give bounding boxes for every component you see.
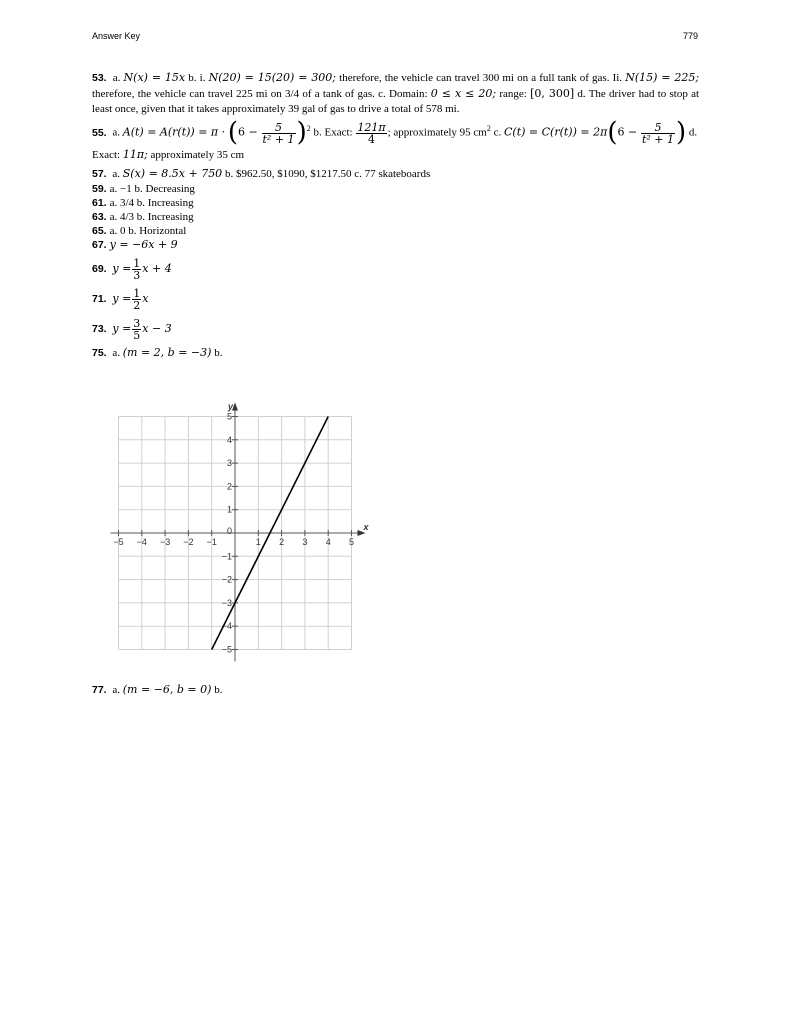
- answer-number: 59.: [92, 182, 107, 195]
- math-expression: [0, 300]: [530, 87, 575, 100]
- answer-61: 61. a. 3/4 b. Increasing: [92, 196, 194, 209]
- y-tick-label: −2: [221, 574, 232, 585]
- answer-number: 53.: [92, 72, 107, 84]
- answer-number: 61.: [92, 196, 107, 209]
- line-graph-75: [105, 401, 369, 664]
- x-tick-label: −5: [113, 537, 124, 547]
- answer-67: [92, 238, 699, 252]
- y-axis-label: y: [228, 401, 234, 412]
- fraction: $\frac{3}{5}$: [133, 316, 141, 342]
- fraction: $\frac{121\pi}{4}$: [357, 120, 386, 146]
- answer-63: 63. a. 4/3 b. Increasing: [92, 210, 194, 223]
- page-number: 779: [682, 31, 698, 41]
- answer-71: 71. y = $\frac{1}{2}$ x: [92, 286, 149, 312]
- math-expression: N(15) = 225;: [625, 71, 700, 84]
- x-tick-label: 2: [279, 537, 285, 547]
- y-tick-label: −3: [221, 597, 232, 608]
- y-tick-label: −4: [221, 621, 232, 632]
- answer-number: 69.: [92, 262, 107, 275]
- math-expression: A(t) = A(r(t)) = π ·: [122, 125, 226, 139]
- math-expression: N(x) = 15x: [123, 71, 186, 84]
- y-tick-label: −1: [221, 551, 232, 562]
- answer-73: 73. y = $\frac{3}{5}$ x − 3: [92, 316, 172, 342]
- fraction: $\frac{1}{3}$: [133, 256, 141, 282]
- x-tick-label: 4: [325, 537, 331, 547]
- math-expression: S(x) = 8.5x + 750: [122, 166, 223, 180]
- x-tick-label: 1: [255, 537, 261, 547]
- fraction: $\frac{5}{\text{t² + 1}}$: [641, 120, 674, 146]
- math-expression: C(t) = C(r(t)) = 2π: [503, 125, 608, 139]
- answer-number: 65.: [92, 224, 107, 237]
- answer-number: 73.: [92, 322, 107, 335]
- math-expression: 11π;: [122, 147, 148, 161]
- answer-key-content: [92, 70, 699, 361]
- answer-number: 77.: [92, 684, 107, 696]
- x-axis-label: x: [363, 522, 369, 532]
- answer-number: 75.: [92, 346, 107, 359]
- math-expression: N(20) = 15(20) = 300;: [208, 71, 337, 84]
- y-tick-label: 1: [226, 504, 232, 515]
- answer-number: 63.: [92, 210, 107, 223]
- x-tick-label: 5: [348, 537, 355, 547]
- y-tick-label: −5: [221, 644, 232, 655]
- answer-77-block: [92, 682, 699, 698]
- fraction: $\frac{5}{\text{t² + 1}}$: [262, 120, 295, 146]
- math-expression: 0 ≤ x ≤ 20;: [430, 87, 497, 100]
- x-tick-label: −1: [206, 537, 217, 547]
- x-tick-label: −2: [183, 537, 194, 547]
- answer-55-continued: Exact: 11π; approximately 35 cm: [92, 147, 245, 161]
- answer-number: 55.: [92, 126, 107, 139]
- y-tick-label: 2: [226, 481, 232, 492]
- x-tick-label: −3: [159, 537, 171, 547]
- math-expression: (m = 2, b = −3): [122, 345, 212, 359]
- answer-65: 65. a. 0 b. Horizontal: [92, 224, 187, 237]
- running-header-left: Answer Key: [92, 31, 141, 41]
- math-expression: (m = −6, b = 0): [122, 683, 212, 696]
- answer-53: 53. a. N(x) = 15x b. i. N(20) = 15(20) = 300; therefore, the vehicle can travel 300 mi on a full tank of gas. Ii. N(15) = 225; therefore, the vehicle can travel 225 mi on 3/4 of a tank of gas. c. Domain: 0 ≤ x ≤ 20; range: [0, 300] d. The driver had to stop at least once, given that it takes approximately 39 gal of gas to drive a total of 578 mi.: [92, 71, 700, 115]
- x-tick-label: 3: [302, 537, 308, 547]
- y-tick-label: 4: [226, 434, 232, 445]
- answer-number: 57.: [92, 167, 107, 180]
- math-expression: y = −6x + 9: [109, 237, 178, 251]
- y-tick-label: 5: [226, 411, 232, 422]
- answer-75: 75. a. (m = 2, b = −3) b.: [92, 345, 223, 359]
- x-tick-label: −4: [136, 537, 147, 547]
- answer-number: 71.: [92, 292, 107, 305]
- y-tick-label: 3: [226, 458, 232, 469]
- answer-55: 55. a. A(t) = A(r(t)) = π · (6 − $\frac{5}{\text{t² + 1}}$ )$^2$ b. Exact: $\frac{121\pi}{4}$ ; approximately 95 $cm^2$ c. C(t) = C(r(t)) = 2π(6 − $\frac{5}{\text{t² + 1}}$ ) d.: [92, 117, 698, 148]
- x-tick-label: 0: [226, 526, 232, 536]
- answer-77: 77. a. (m = −6, b = 0) b.: [92, 683, 223, 696]
- answer-57: 57. a. S(x) = 8.5x + 750 b. $962.50, $1090, $1217.50 c. 77 skateboards: [92, 166, 431, 180]
- answer-number: 67.: [92, 238, 107, 251]
- fraction: $\frac{1}{2}$: [133, 286, 141, 312]
- answer-59: 59. a. −1 b. Decreasing: [92, 182, 195, 195]
- answer-69: 69. y = $\frac{1}{3}$ x + 4: [92, 256, 172, 282]
